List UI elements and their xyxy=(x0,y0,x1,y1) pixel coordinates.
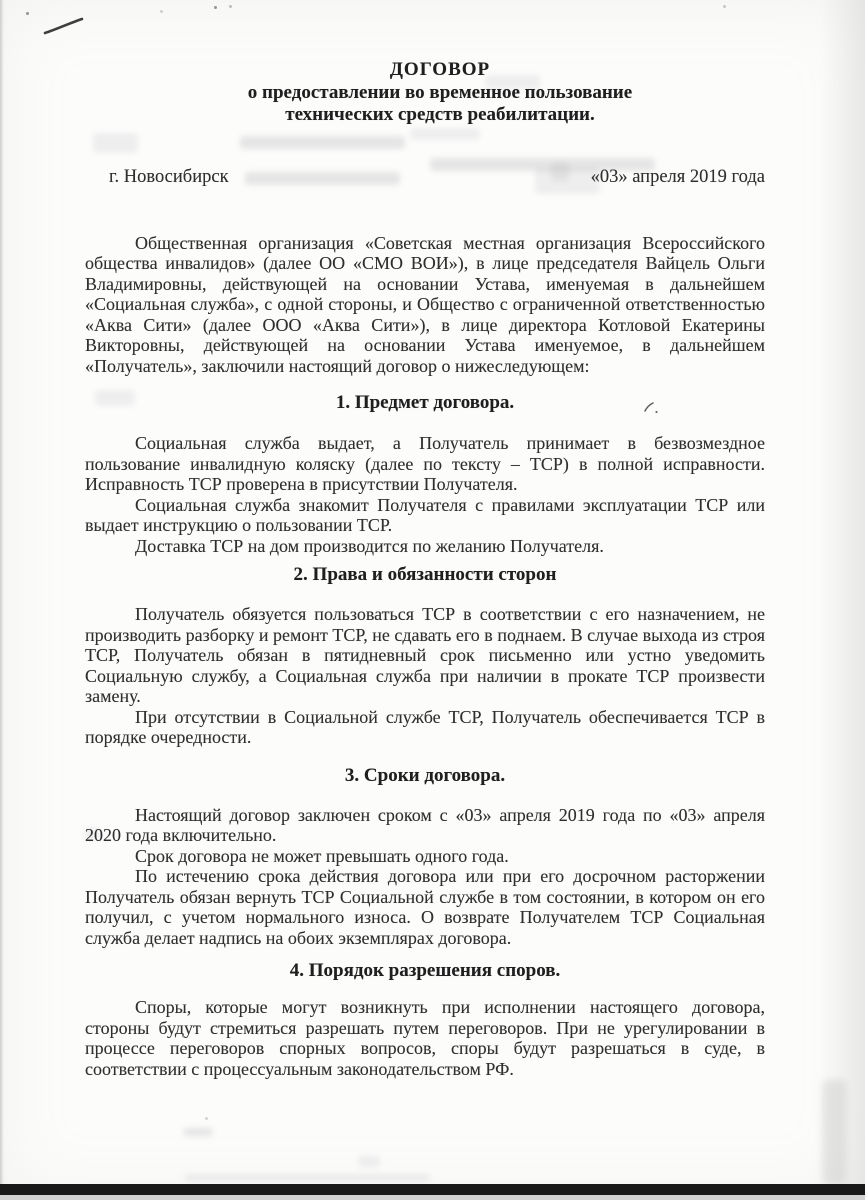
document-subtitle-line-1: о предоставлении во временное пользование xyxy=(247,81,633,103)
section-3-body xyxy=(85,805,765,949)
section-2-paragraph-2: При отсутствии в Социальной службе ТСР, Получатель обеспечивается ТСР в порядке очередности. xyxy=(85,706,765,747)
section-3-heading: 3. Сроки договора. xyxy=(344,764,506,786)
section-1-paragraph-3: Доставка ТСР на дом производится по желанию Получателя. xyxy=(135,535,604,556)
document-subtitle-line-2: технических средств реабилитации. xyxy=(285,104,595,125)
document-page xyxy=(85,0,765,1079)
document-date: «03» апреля 2019 года xyxy=(590,166,765,187)
preamble-paragraph: Общественная организация «Советская местная организация Всероссийского общества инвалидов» (далее ОО «СМО ВОИ»), в лице председателя Вайцель Ольги Владимировны, действующей на основании Устава, именуемая в дальнейшем «Социальная служба», с одной стороны, и Общество с ограниченной ответственностью «Аква Сити» (далее ООО «Аква Сити»), в лице директора Котловой Екатерины Викторовны, действующей на основании Устава именуемое, в дальнейшем «Получатель», заключили настоящий договор о нижеследующем: xyxy=(85,232,765,376)
section-2-body xyxy=(85,604,765,748)
section-4-body xyxy=(85,997,765,1079)
scan-edge-left xyxy=(0,0,4,1200)
scan-edge-right xyxy=(820,0,865,1200)
section-2-heading: 2. Права и обязанности сторон xyxy=(293,564,557,585)
section-1-paragraph-2: Социальная служба знакомит Получателя с правилами эксплуатации ТСР или выдает инструкцию о пользовании ТСР. xyxy=(85,494,765,535)
section-1-paragraph-1: Социальная служба выдает, а Получатель принимает в безвозмездное пользование инвалидную коляску (далее по тексту – ТСР) в полной исправности. Исправность ТСР проверена в присутствии Получателя. xyxy=(85,433,765,494)
section-1-heading: 1. Предмет договора. xyxy=(335,392,515,413)
document-place: г. Новосибирск xyxy=(109,166,229,187)
section-3-paragraph-2: Срок договора не может превышать одного года. xyxy=(135,845,509,866)
place-date-row xyxy=(85,167,765,188)
document-title-block xyxy=(85,59,765,127)
section-2-paragraph-1: Получатель обязуется пользоваться ТСР в соответствии с его назначением, не производить разборку и ремонт ТСР, не сдавать его в поднаем. В случае выхода из строя ТСР, Получатель обязан в пятидневный срок письменно или устно уведомить Социальную службу, а Социальная служба при наличии в прокате ТСР произвести замену. xyxy=(85,604,765,706)
section-3-paragraph-1: Настоящий договор заключен сроком с «03» апреля 2019 года по «03» апреля 2020 года включительно. xyxy=(85,804,765,845)
section-4-heading: 4. Порядок разрешения споров. xyxy=(289,960,561,981)
section-4-paragraph-1: Споры, которые могут возникнуть при исполнении настоящего договора, стороны будут стремиться разрешать путем переговоров. При не урегулировании в процессе переговоров спорных вопросов, споры будут разрешаться в суде, в соответствии с процессуальным законодательством РФ. xyxy=(85,997,765,1079)
document-title: ДОГОВОР xyxy=(389,59,491,80)
section-1-body xyxy=(85,433,765,556)
section-3-paragraph-3: По истечению срока действия договора или при его досрочном расторжении Получатель обязан вернуть ТСР Социальной службе в том состоянии, в котором он его получил, с учетом нормального износа. О возврате Получателем ТСР Социальная служба делает надпись на обоих экземплярах договора. xyxy=(85,866,765,948)
